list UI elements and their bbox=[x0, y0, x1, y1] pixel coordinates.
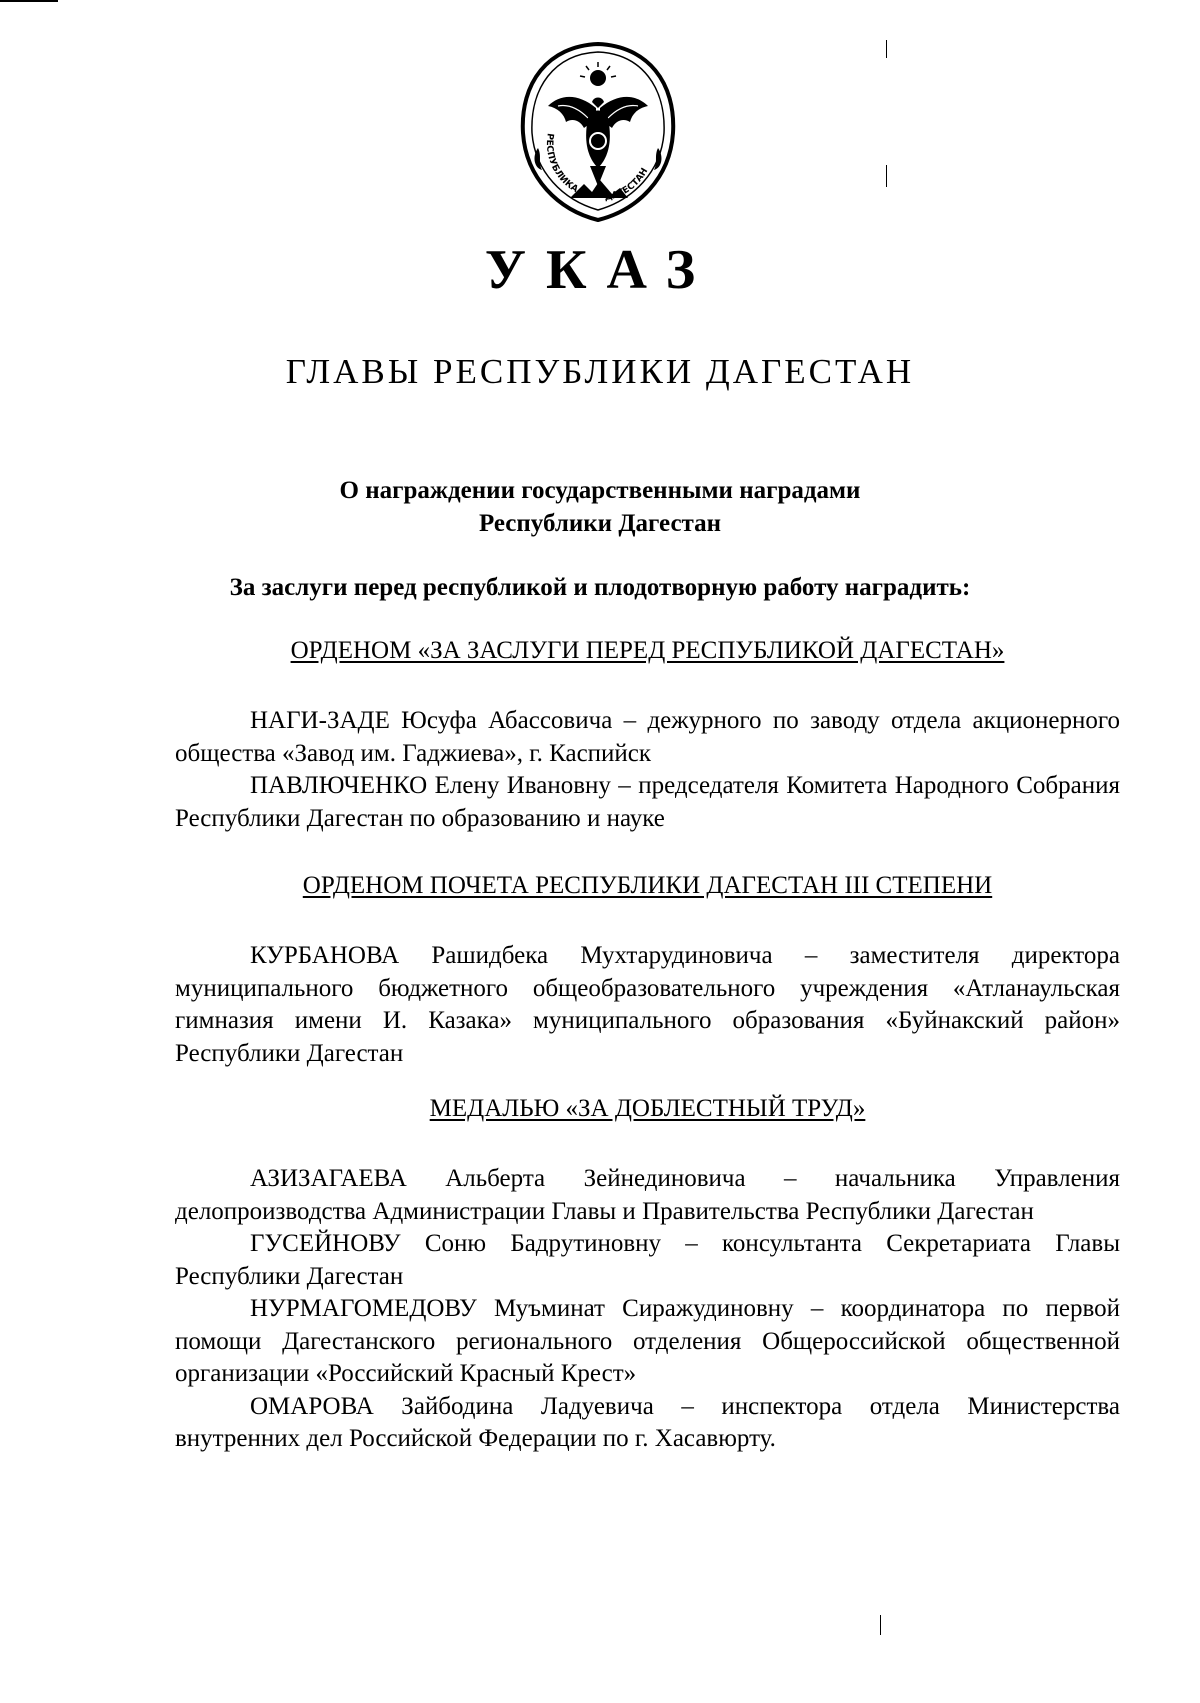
award-section-title: ОРДЕНОМ ПОЧЕТА РЕСПУБЛИКИ ДАГЕСТАН III СТЕПЕНИ bbox=[302, 872, 993, 899]
svg-text:РЕСПУБЛИКА bbox=[544, 133, 580, 195]
award-section-title: ОРДЕНОМ «ЗА ЗАСЛУГИ ПЕРЕД РЕСПУБЛИКОЙ ДАГЕСТАН» bbox=[290, 637, 1005, 664]
award-entry: КУРБАНОВА Рашидбека Мухтарудиновича – заместителя директора муниципального бюджетного общеобразовательного учреждения «Атланаульская гимназия имени И. Казака» муниципального образования «Буйнакский район» Республики Дагестан bbox=[175, 942, 1120, 1067]
decree-intro: За заслуги перед республикой и плодотворную работу наградить: bbox=[229, 574, 971, 601]
emblem-text-right: ДАГЕСТАН bbox=[603, 166, 651, 204]
scan-artifact-mark bbox=[880, 1615, 881, 1635]
award-section-medal-labor bbox=[175, 1095, 1120, 1456]
award-section-title: МЕДАЛЬЮ «ЗА ДОБЛЕСТНЫЙ ТРУД» bbox=[429, 1095, 866, 1122]
award-section-order-merit bbox=[175, 637, 1120, 835]
award-section-order-honor bbox=[175, 872, 1120, 1070]
eagle-emblem-icon bbox=[508, 38, 688, 228]
award-entry: АЗИЗАГАЕВА Альберта Зейнединовича – начальника Управления делопроизводства Администрации Главы и Правительства Республики Дагестан bbox=[175, 1165, 1120, 1225]
decree-subject-line-1: О награждении государственными наградами bbox=[339, 477, 861, 504]
award-entry: НАГИ-ЗАДЕ Юсуфа Абассовича – дежурного по заводу отдела акционерного общества «Завод им. Гаджиева», г. Каспийск bbox=[175, 707, 1120, 767]
award-entry: ГУСЕЙНОВУ Соню Бадрутиновну – консультанта Секретариата Главы Республики Дагестан bbox=[175, 1230, 1120, 1290]
document-title: УКАЗ bbox=[484, 239, 716, 301]
decree-subject bbox=[0, 474, 1200, 540]
coat-of-arms-emblem bbox=[508, 38, 688, 228]
emblem-text-left: РЕСПУБЛИКА bbox=[543, 132, 580, 195]
scan-artifact-line bbox=[0, 0, 58, 2]
document-subtitle: ГЛАВЫ РЕСПУБЛИКИ ДАГЕСТАН bbox=[285, 352, 915, 391]
award-entry: ПАВЛЮЧЕНКО Елену Ивановну – председателя Комитета Народного Собрания Республики Дагестан по образованию и науке bbox=[175, 772, 1120, 832]
award-entry: ОМАРОВА Зайбодина Ладуевича – инспектора отдела Министерства внутренних дел Российской Федерации по г. Хасавюрту. bbox=[175, 1392, 1120, 1452]
scan-artifact-mark bbox=[886, 165, 887, 187]
scan-artifact-mark bbox=[886, 40, 887, 58]
decree-subject-line-2: Республики Дагестан bbox=[478, 510, 722, 537]
award-entry: НУРМАГОМЕДОВУ Муъминат Сиражудиновну – координатора по первой помощи Дагестанского регионального отделения Общероссийской общественной организации «Российский Красный Крест» bbox=[175, 1295, 1120, 1387]
